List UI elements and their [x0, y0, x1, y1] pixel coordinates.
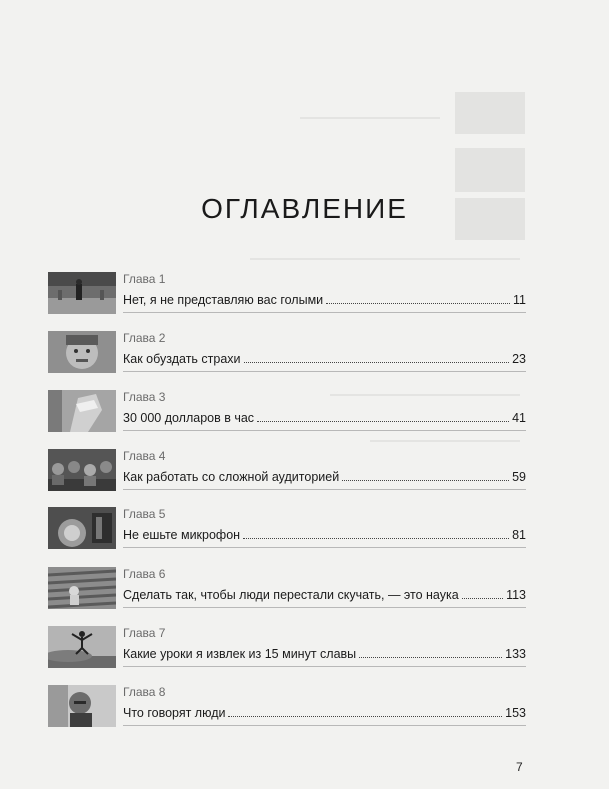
toc-entry[interactable]	[48, 449, 526, 491]
toc-entry[interactable]	[48, 507, 526, 549]
photo-jumping-person-icon	[48, 626, 116, 668]
chapter-title: Какие уроки я извлек из 15 минут славы	[123, 647, 357, 661]
chapter-label: Глава 3	[123, 390, 166, 404]
chapter-page-number: 133	[505, 647, 526, 661]
toc-entry[interactable]	[48, 390, 526, 432]
divider	[123, 547, 526, 548]
page-title: ОГЛАВЛЕНИЕ	[201, 192, 408, 224]
photo-empty-seats-icon	[48, 567, 116, 609]
show-through-shape	[455, 148, 525, 192]
toc-entry[interactable]	[48, 685, 526, 727]
divider	[123, 489, 526, 490]
dot-leader	[326, 303, 510, 304]
toc-line	[123, 646, 526, 662]
toc-line	[123, 292, 526, 308]
chapter-page-number: 113	[506, 588, 526, 602]
divider	[123, 312, 526, 313]
divider	[123, 430, 526, 431]
chapter-title: Сделать так, чтобы люди перестали скучать, — это наука	[123, 588, 459, 602]
toc-entry[interactable]	[48, 626, 526, 668]
dot-leader	[244, 362, 510, 363]
toc-entry[interactable]	[48, 567, 526, 609]
toc-line	[123, 351, 526, 367]
show-through-line	[370, 440, 520, 442]
divider	[123, 371, 526, 372]
photo-man-portrait-icon	[48, 685, 116, 727]
chapter-label: Глава 7	[123, 626, 166, 640]
chapter-label: Глава 5	[123, 507, 166, 521]
divider	[123, 725, 526, 726]
chapter-label: Глава 1	[123, 272, 166, 286]
chapter-page-number: 11	[513, 293, 526, 307]
photo-woman-on-stage-icon	[48, 272, 116, 314]
chapter-label: Глава 8	[123, 685, 166, 699]
chapter-title: Нет, я не представляю вас голыми	[123, 293, 324, 307]
chapter-page-number: 41	[512, 411, 526, 425]
chapter-title: 30 000 долларов в час	[123, 411, 255, 425]
chapter-title: Как работать со сложной аудиторией	[123, 470, 340, 484]
chapter-label: Глава 6	[123, 567, 166, 581]
show-through-shape	[455, 92, 525, 134]
toc-entry[interactable]	[48, 272, 526, 314]
dot-leader	[243, 538, 509, 539]
toc-line	[123, 705, 526, 721]
show-through-line	[250, 258, 520, 260]
dot-leader	[257, 421, 509, 422]
divider	[123, 666, 526, 667]
show-through-line	[300, 117, 440, 119]
chapter-page-number: 153	[505, 706, 526, 720]
chapter-page-number: 81	[512, 528, 526, 542]
divider	[123, 607, 526, 608]
toc-entry[interactable]	[48, 331, 526, 373]
photo-audience-icon	[48, 449, 116, 491]
toc-line	[123, 410, 526, 426]
page-number: 7	[516, 760, 523, 774]
toc-line	[123, 527, 526, 543]
dot-leader	[342, 480, 509, 481]
dot-leader	[462, 598, 503, 599]
chapter-title: Как обуздать страхи	[123, 352, 241, 366]
chapter-page-number: 23	[512, 352, 526, 366]
photo-hand-with-paper-icon	[48, 390, 116, 432]
toc-line	[123, 587, 526, 603]
chapter-label: Глава 4	[123, 449, 166, 463]
dot-leader	[228, 716, 502, 717]
photo-smiling-boy-icon	[48, 331, 116, 373]
chapter-title: Не ешьте микрофон	[123, 528, 241, 542]
dot-leader	[359, 657, 502, 658]
chapter-page-number: 59	[512, 470, 526, 484]
chapter-title: Что говорят люди	[123, 706, 226, 720]
chapter-label: Глава 2	[123, 331, 166, 345]
toc-line	[123, 469, 526, 485]
photo-stage-speaker-icon	[48, 507, 116, 549]
